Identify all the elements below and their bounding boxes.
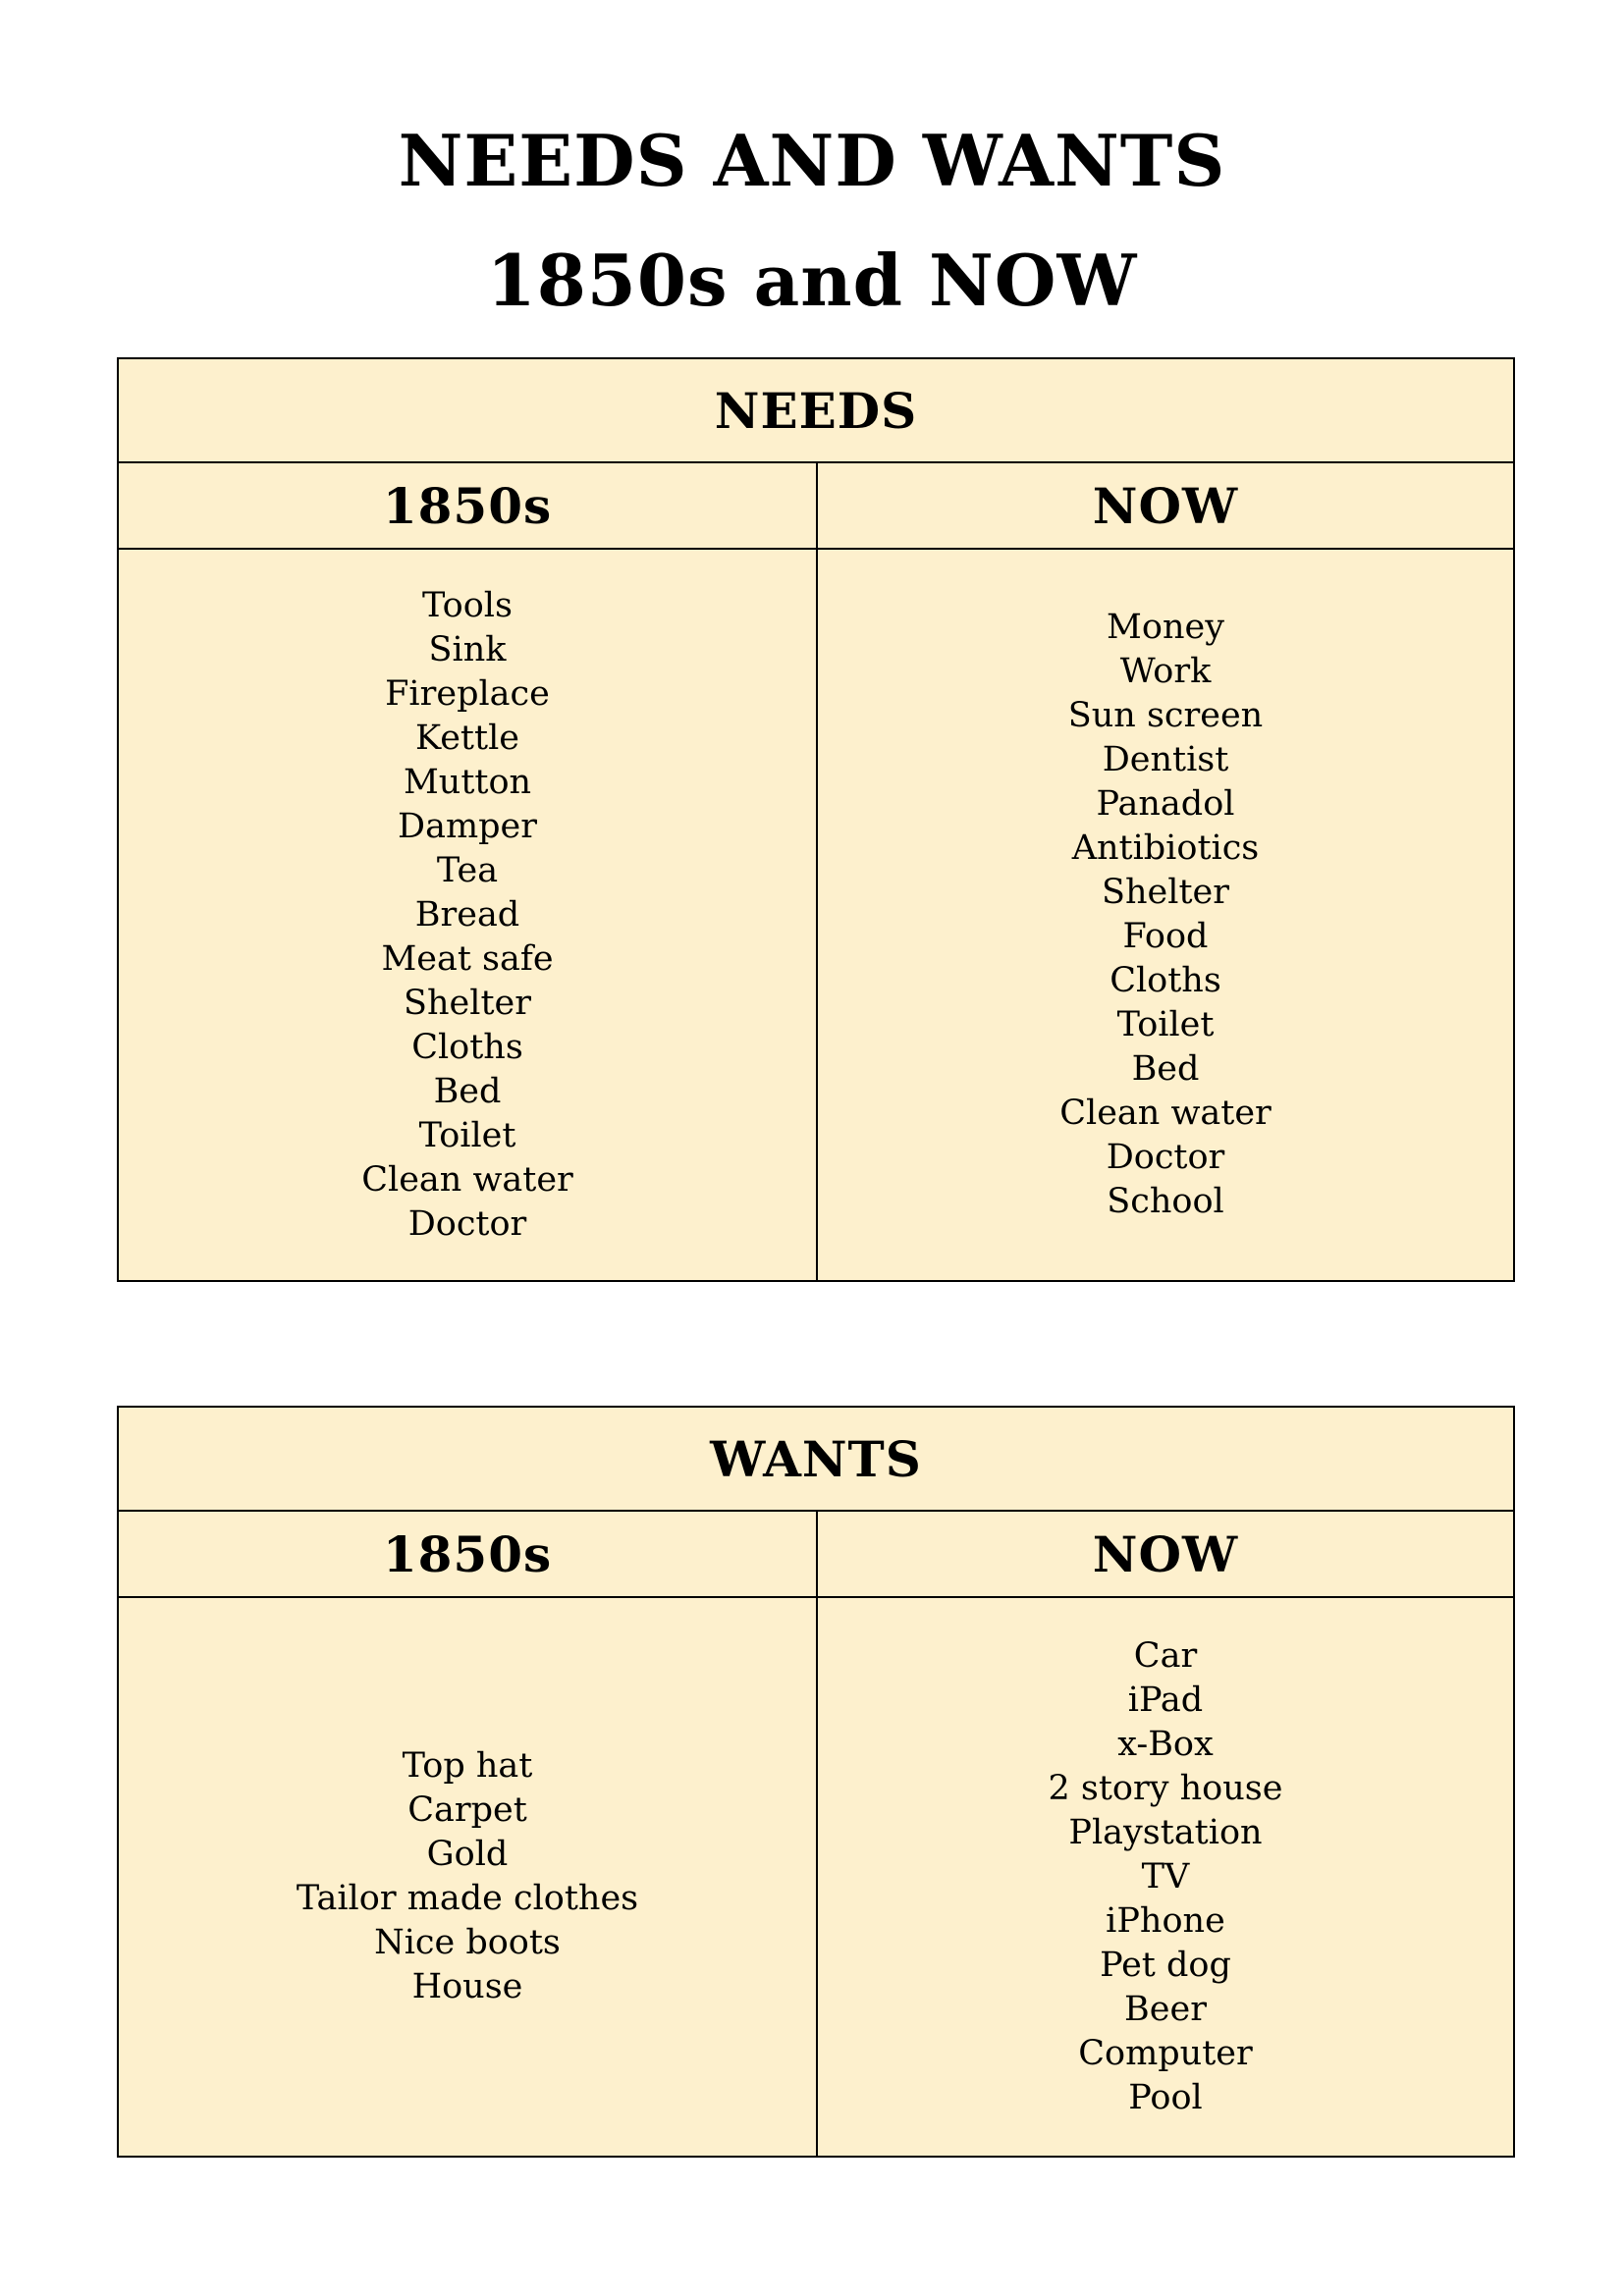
page-title: NEEDS AND WANTS [398, 119, 1226, 202]
wants-now-item: Car [1133, 1635, 1198, 1676]
page-subtitle: 1850s and NOW [486, 239, 1138, 322]
needs-now-item: Toilet [1116, 1005, 1215, 1044]
wants-now-list [1049, 1634, 1283, 2120]
wants-now-column-heading: NOW [818, 1512, 1513, 1598]
needs-now-item: Panadol [1096, 784, 1235, 824]
needs-now-item: Doctor [1106, 1138, 1225, 1177]
needs-1850s-item: Cloths [411, 1027, 523, 1067]
wants-1850s-item: Carpet [407, 1790, 527, 1830]
wants-table-heading: WANTS [119, 1408, 1513, 1512]
wants-now-item: x-Box [1117, 1724, 1214, 1764]
wants-1850s-list [297, 1744, 638, 2009]
wants-now-item: TV [1141, 1856, 1190, 1896]
needs-1850s-item: Kettle [415, 718, 519, 758]
wants-now-item: iPhone [1106, 1900, 1225, 1941]
wants-1850s-item: Top hat [402, 1746, 533, 1786]
wants-1850s-cell [119, 1598, 818, 2156]
needs-1850s-item: Tea [436, 850, 499, 890]
needs-1850s-item: Bed [433, 1071, 502, 1111]
needs-now-item: Antibiotics [1071, 828, 1260, 868]
needs-1850s-item: Mutton [403, 762, 532, 802]
needs-1850s-item: Toilet [418, 1115, 516, 1155]
needs-now-item: Shelter [1102, 873, 1229, 912]
needs-now-item: School [1107, 1182, 1224, 1221]
needs-1850s-item: Fireplace [385, 673, 550, 714]
needs-1850s-item: Meat safe [381, 938, 554, 979]
needs-now-item: Money [1107, 608, 1224, 647]
needs-now-item: Cloths [1110, 961, 1221, 1000]
wants-1850s-column-heading: 1850s [119, 1512, 818, 1598]
needs-1850s-cell [119, 550, 818, 1280]
wants-now-item: Computer [1078, 2033, 1253, 2073]
needs-1850s-item: Tools [422, 585, 513, 625]
needs-1850s-list [361, 584, 573, 1247]
wants-now-item: iPad [1127, 1680, 1204, 1720]
needs-now-item: Clean water [1059, 1094, 1272, 1133]
wants-now-item: Pool [1128, 2077, 1203, 2117]
wants-1850s-item: Nice boots [374, 1923, 561, 1962]
needs-table [117, 357, 1515, 1282]
needs-table-heading: NEEDS [119, 359, 1513, 463]
needs-now-list [1059, 606, 1272, 1224]
needs-1850s-item: Shelter [404, 983, 531, 1023]
needs-1850s-item: Doctor [407, 1203, 527, 1244]
wants-table [117, 1406, 1515, 2158]
needs-now-column-heading: NOW [818, 463, 1513, 550]
needs-now-cell [818, 550, 1513, 1280]
needs-1850s-item: Bread [414, 894, 520, 934]
wants-now-cell [818, 1598, 1513, 2156]
needs-now-item: Sun screen [1067, 696, 1264, 735]
needs-1850s-item: Clean water [361, 1159, 573, 1200]
needs-now-item: Work [1119, 652, 1212, 691]
wants-1850s-item: Gold [426, 1835, 509, 1874]
needs-1850s-column-heading: 1850s [119, 463, 818, 550]
wants-now-item: Pet dog [1100, 1945, 1231, 1985]
wants-1850s-item: House [411, 1967, 523, 2006]
needs-1850s-item: Sink [428, 629, 507, 669]
needs-now-item: Food [1122, 917, 1209, 956]
needs-now-item: Bed [1131, 1049, 1200, 1089]
wants-1850s-item: Tailor made clothes [296, 1879, 639, 1918]
wants-now-item: 2 story house [1048, 1768, 1283, 1808]
needs-1850s-item: Damper [398, 806, 537, 846]
wants-now-item: Beer [1124, 1989, 1207, 2029]
wants-now-item: Playstation [1068, 1812, 1263, 1852]
needs-now-item: Dentist [1102, 740, 1229, 779]
